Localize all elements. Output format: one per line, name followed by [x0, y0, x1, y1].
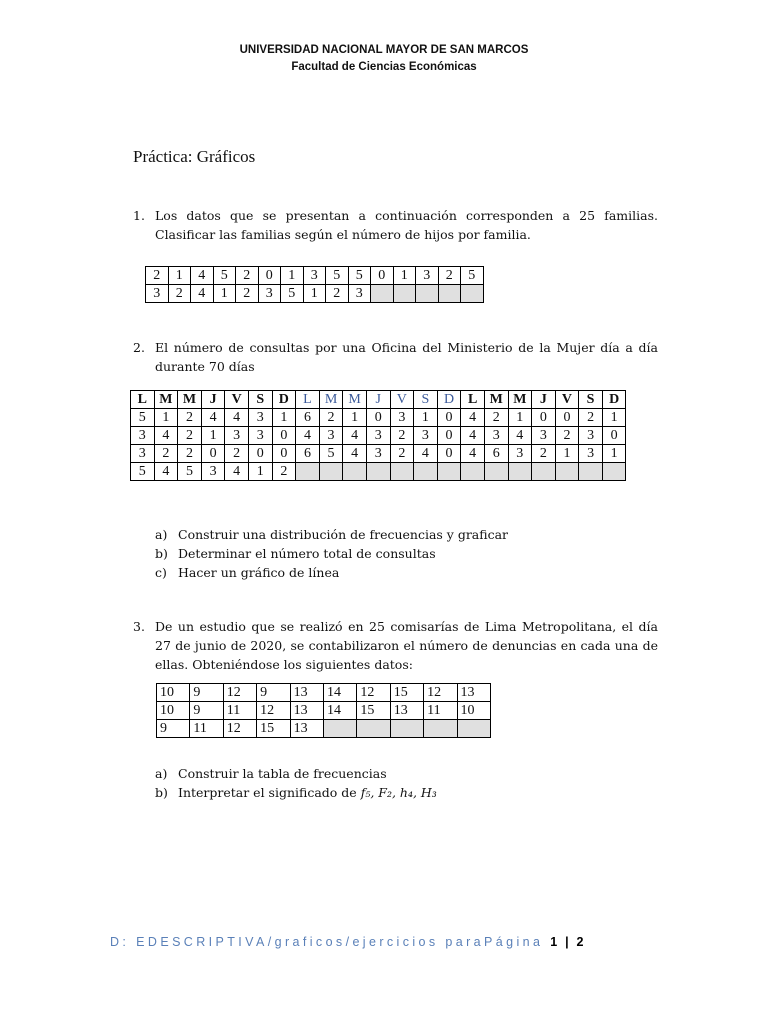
- table-cell: 2: [272, 463, 296, 481]
- table-cell: 4: [154, 463, 178, 481]
- table-cell: 12: [223, 720, 256, 738]
- table-cell: [555, 463, 579, 481]
- table-header-cell: M: [154, 391, 178, 409]
- table-header-cell: V: [555, 391, 579, 409]
- table-cell: 2: [579, 409, 603, 427]
- table-cell: [319, 463, 343, 481]
- table-cell: 12: [424, 684, 457, 702]
- table-cell: 5: [281, 285, 304, 303]
- table-cell: 2: [390, 427, 414, 445]
- complaints-data-table: [156, 683, 491, 738]
- item-math: f₅, F₂, h₄, H₃: [360, 785, 437, 800]
- footer-path: D: EDESCRIPTIVA/graficos/ejercicios paraPágina: [110, 935, 544, 949]
- table-row: [131, 409, 626, 427]
- table-header-cell: D: [602, 391, 626, 409]
- table-cell: 4: [343, 427, 367, 445]
- table-cell: 2: [178, 445, 202, 463]
- table-header-cell: L: [296, 391, 320, 409]
- table-header-cell: S: [248, 391, 272, 409]
- table-cell: 3: [131, 427, 155, 445]
- table-header-cell: S: [414, 391, 438, 409]
- table-header-cell: M: [343, 391, 367, 409]
- question-1-text: Los datos que se presentan a continuación corresponden a 25 familias. Clasificar las familias según el número de hijos por familia.: [155, 208, 658, 242]
- table-cell: [357, 720, 390, 738]
- table-cell: 3: [390, 409, 414, 427]
- table-cell: 14: [323, 684, 356, 702]
- table-cell: 0: [258, 267, 281, 285]
- table-cell: [390, 463, 414, 481]
- table-header-cell: M: [484, 391, 508, 409]
- table-cell: 2: [484, 409, 508, 427]
- university-name: UNIVERSIDAD NACIONAL MAYOR DE SAN MARCOS: [239, 44, 529, 56]
- table-row: [146, 285, 484, 303]
- table-cell: [323, 720, 356, 738]
- table-cell: 3: [366, 427, 390, 445]
- table-cell: 12: [257, 702, 290, 720]
- item-text: Hacer un gráfico de línea: [178, 565, 340, 580]
- table-cell: 1: [248, 463, 272, 481]
- table-cell: [437, 463, 461, 481]
- table-cell: 4: [508, 427, 532, 445]
- question-1-number: 1.: [133, 208, 145, 223]
- table-cell: 5: [131, 409, 155, 427]
- table-cell: 4: [201, 409, 225, 427]
- table-cell: 11: [223, 702, 256, 720]
- table-header-cell: D: [272, 391, 296, 409]
- table-cell: 9: [257, 684, 290, 702]
- table-cell: 10: [157, 702, 190, 720]
- table-header-cell: S: [579, 391, 603, 409]
- table-cell: 3: [319, 427, 343, 445]
- page-number: 1: [550, 935, 559, 949]
- table-cell: [579, 463, 603, 481]
- table-cell: [343, 463, 367, 481]
- table-cell: 1: [602, 445, 626, 463]
- table-cell: 2: [438, 267, 461, 285]
- table-cell: 5: [131, 463, 155, 481]
- table-cell: 5: [348, 267, 371, 285]
- table-cell: 4: [343, 445, 367, 463]
- table-header-row: [131, 391, 626, 409]
- table-cell: [371, 285, 394, 303]
- item-text: Construir la tabla de frecuencias: [178, 766, 387, 781]
- table-cell: 9: [157, 720, 190, 738]
- table-cell: 6: [296, 445, 320, 463]
- table-cell: 3: [414, 427, 438, 445]
- item-label: b): [155, 785, 168, 800]
- table-cell: [393, 285, 416, 303]
- table-cell: 2: [168, 285, 191, 303]
- page-title: Práctica: Gráficos: [133, 147, 256, 166]
- table-cell: 2: [178, 409, 202, 427]
- question-3-items: [155, 764, 437, 802]
- table-cell: 2: [154, 445, 178, 463]
- table-cell: 15: [257, 720, 290, 738]
- table-cell: 1: [201, 427, 225, 445]
- table-cell: 2: [236, 267, 259, 285]
- table-cell: 1: [555, 445, 579, 463]
- table-cell: 3: [508, 445, 532, 463]
- table-row: [131, 463, 626, 481]
- question-2-text: El número de consultas por una Oficina del Ministerio de la Mujer día a día durante 70 días: [155, 340, 658, 374]
- table-cell: 4: [225, 409, 249, 427]
- table-cell: 13: [390, 702, 423, 720]
- table-cell: 3: [416, 267, 439, 285]
- table-cell: 1: [281, 267, 304, 285]
- table-cell: 6: [296, 409, 320, 427]
- table-header-cell: M: [508, 391, 532, 409]
- list-item: [155, 783, 437, 802]
- table-cell: 1: [213, 285, 236, 303]
- item-label: c): [155, 565, 167, 580]
- table-cell: 3: [303, 267, 326, 285]
- question-3-text: De un estudio que se realizó en 25 comisarías de Lima Metropolitana, el día 27 de junio de 2020, se contabilizaron el número de denuncias en cada una de ellas. Obteniéndose los siguientes datos:: [155, 619, 658, 672]
- table-cell: 13: [457, 684, 490, 702]
- item-label: a): [155, 527, 168, 542]
- table-cell: 4: [414, 445, 438, 463]
- table-cell: 2: [178, 427, 202, 445]
- table-cell: [366, 463, 390, 481]
- table-cell: 0: [248, 445, 272, 463]
- table-row: [131, 427, 626, 445]
- table-cell: 2: [390, 445, 414, 463]
- table-cell: 0: [272, 427, 296, 445]
- table-cell: 9: [190, 702, 223, 720]
- table-cell: 3: [225, 427, 249, 445]
- table-cell: [438, 285, 461, 303]
- table-cell: 3: [366, 445, 390, 463]
- table-cell: 3: [532, 427, 556, 445]
- table-cell: 3: [248, 409, 272, 427]
- table-header-cell: L: [461, 391, 485, 409]
- table-cell: 2: [555, 427, 579, 445]
- table-cell: 3: [579, 427, 603, 445]
- table-cell: 1: [303, 285, 326, 303]
- table-header-cell: J: [366, 391, 390, 409]
- list-item: [155, 544, 508, 563]
- table-cell: 3: [131, 445, 155, 463]
- table-cell: [296, 463, 320, 481]
- table-cell: [484, 463, 508, 481]
- table-cell: [461, 463, 485, 481]
- table-cell: 11: [424, 702, 457, 720]
- table-header-cell: D: [437, 391, 461, 409]
- table-cell: 0: [371, 267, 394, 285]
- table-cell: 13: [290, 720, 323, 738]
- table-cell: [461, 285, 484, 303]
- table-cell: 4: [191, 267, 214, 285]
- table-row: [131, 445, 626, 463]
- table-cell: 3: [484, 427, 508, 445]
- table-cell: 0: [366, 409, 390, 427]
- table-cell: 4: [154, 427, 178, 445]
- table-header-cell: J: [201, 391, 225, 409]
- table-cell: 1: [154, 409, 178, 427]
- question-2: [133, 338, 658, 376]
- table-cell: 0: [437, 409, 461, 427]
- table-cell: [414, 463, 438, 481]
- table-cell: 11: [190, 720, 223, 738]
- table-cell: [602, 463, 626, 481]
- consultations-data-table: [130, 390, 626, 481]
- table-cell: 1: [343, 409, 367, 427]
- table-cell: 13: [290, 702, 323, 720]
- table-cell: 12: [223, 684, 256, 702]
- table-cell: 4: [461, 409, 485, 427]
- faculty-name: Facultad de Ciencias Económicas: [291, 61, 477, 73]
- item-text: Construir una distribución de frecuencias y graficar: [178, 527, 509, 542]
- table-cell: 13: [290, 684, 323, 702]
- table-cell: 2: [236, 285, 259, 303]
- table-cell: 0: [532, 409, 556, 427]
- table-cell: 2: [319, 409, 343, 427]
- table-cell: 5: [461, 267, 484, 285]
- table-cell: [457, 720, 490, 738]
- table-cell: 0: [602, 427, 626, 445]
- table-row: [157, 702, 491, 720]
- table-cell: [508, 463, 532, 481]
- table-cell: 4: [296, 427, 320, 445]
- families-data-table: [145, 266, 484, 303]
- table-header-cell: J: [532, 391, 556, 409]
- table-cell: 1: [508, 409, 532, 427]
- table-cell: 5: [326, 267, 349, 285]
- table-cell: 2: [326, 285, 349, 303]
- item-label: b): [155, 546, 168, 561]
- table-row: [146, 267, 484, 285]
- item-text: Determinar el número total de consultas: [178, 546, 436, 561]
- table-cell: 5: [319, 445, 343, 463]
- table-cell: 0: [272, 445, 296, 463]
- table-cell: [424, 720, 457, 738]
- table-header-cell: V: [390, 391, 414, 409]
- list-item: [155, 764, 437, 783]
- table-cell: 14: [323, 702, 356, 720]
- table-cell: 5: [213, 267, 236, 285]
- table-cell: 3: [248, 427, 272, 445]
- table-cell: 0: [555, 409, 579, 427]
- table-header-cell: M: [178, 391, 202, 409]
- table-cell: 15: [390, 684, 423, 702]
- table-cell: 2: [146, 267, 169, 285]
- table-cell: 2: [225, 445, 249, 463]
- table-row: [157, 720, 491, 738]
- table-header-cell: M: [319, 391, 343, 409]
- table-cell: 10: [457, 702, 490, 720]
- table-cell: [390, 720, 423, 738]
- table-cell: 1: [168, 267, 191, 285]
- list-item: [155, 525, 508, 544]
- table-cell: 3: [146, 285, 169, 303]
- table-cell: 3: [579, 445, 603, 463]
- table-cell: 5: [178, 463, 202, 481]
- table-cell: 12: [357, 684, 390, 702]
- table-cell: 4: [191, 285, 214, 303]
- question-3: [133, 617, 658, 674]
- table-cell: 3: [258, 285, 281, 303]
- table-header-cell: V: [225, 391, 249, 409]
- table-cell: 6: [484, 445, 508, 463]
- table-row: [157, 684, 491, 702]
- table-cell: 2: [532, 445, 556, 463]
- table-cell: 4: [225, 463, 249, 481]
- table-cell: 0: [201, 445, 225, 463]
- table-cell: 1: [393, 267, 416, 285]
- table-cell: [532, 463, 556, 481]
- page-footer: [110, 935, 584, 949]
- document-header: [0, 42, 768, 76]
- table-cell: 0: [437, 427, 461, 445]
- question-3-number: 3.: [133, 619, 145, 634]
- question-2-number: 2.: [133, 340, 145, 355]
- table-cell: 1: [602, 409, 626, 427]
- table-cell: 1: [272, 409, 296, 427]
- table-cell: 4: [461, 427, 485, 445]
- table-cell: 1: [414, 409, 438, 427]
- table-cell: 0: [437, 445, 461, 463]
- item-text: Interpretar el significado de: [178, 785, 361, 800]
- question-2-items: [155, 525, 508, 582]
- table-cell: 9: [190, 684, 223, 702]
- list-item: [155, 563, 508, 582]
- table-cell: 3: [201, 463, 225, 481]
- total-pages: 2: [576, 935, 585, 949]
- table-cell: 3: [348, 285, 371, 303]
- table-header-cell: L: [131, 391, 155, 409]
- table-cell: 10: [157, 684, 190, 702]
- table-cell: 15: [357, 702, 390, 720]
- table-cell: [416, 285, 439, 303]
- question-1: [133, 206, 658, 244]
- table-cell: 4: [461, 445, 485, 463]
- item-label: a): [155, 766, 168, 781]
- footer-separator: |: [565, 935, 570, 949]
